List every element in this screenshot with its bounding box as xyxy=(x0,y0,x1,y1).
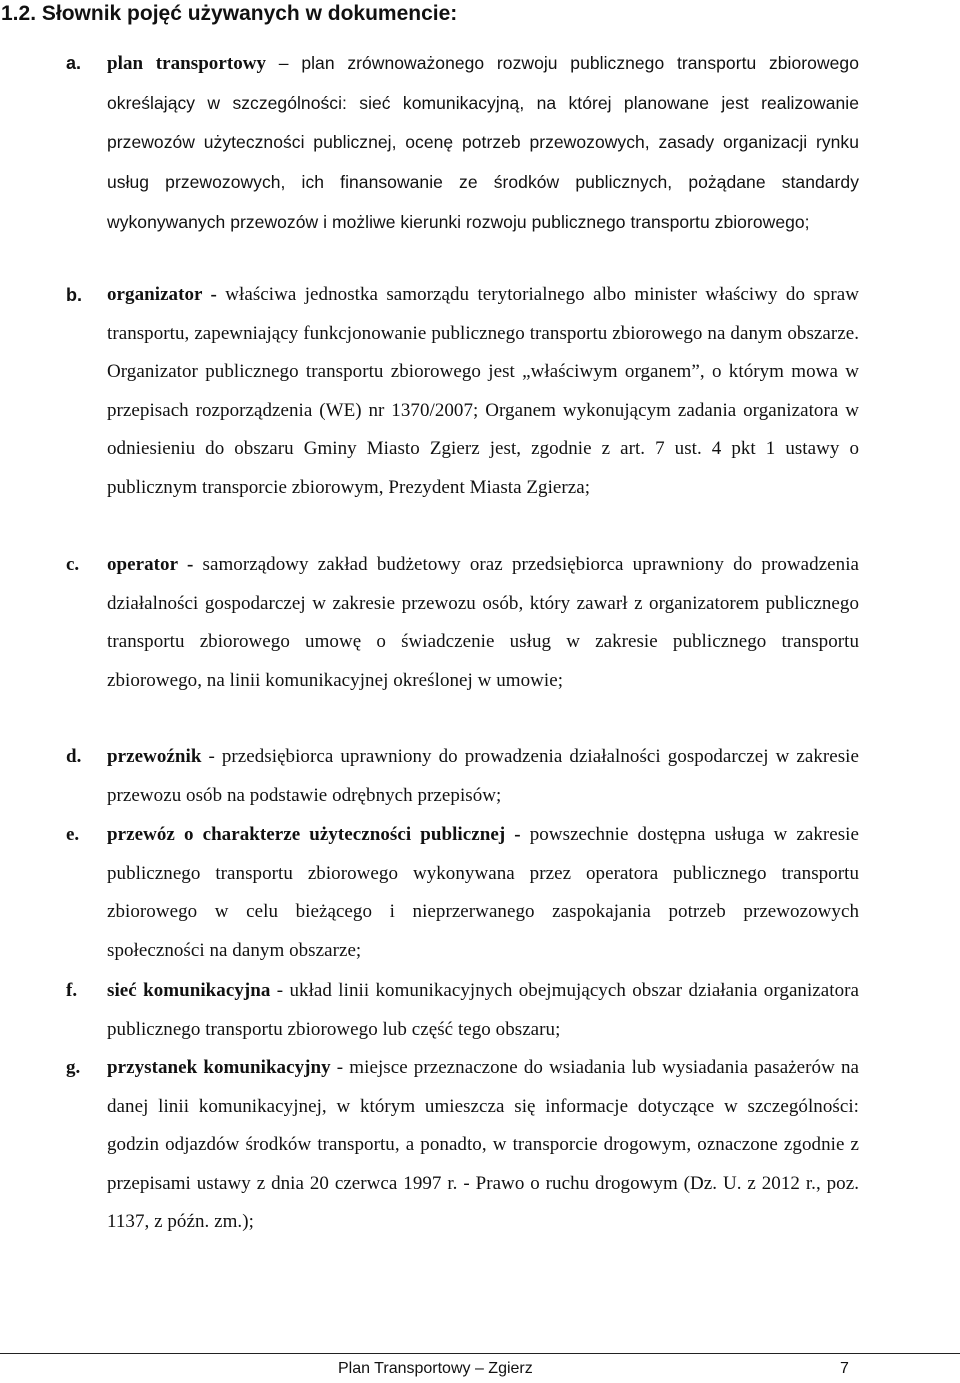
definition-body xyxy=(107,44,859,243)
definition-text: powszechnie dostępna usługa w zakresie publicznego transportu zbiorowego wykonywana przez operatora publicznego transportu zbiorowego w celu bieżącego i nieprzerwanego zaspokajania potrzeb przewozowych społeczności na danym obszarze; xyxy=(107,824,859,961)
definition-term: przystanek komunikacyjny xyxy=(107,1057,331,1078)
item-marker: f. xyxy=(66,980,78,1001)
term-separator: - xyxy=(177,554,203,575)
item-marker: e. xyxy=(66,824,80,845)
definition-text: samorządowy zakład budżetowy oraz przedsiębiorca uprawniony do prowadzenia działalności gospodarczej w zakresie przewozu osób, który zawarł z organizatorem publicznego transportu zbiorowego umowę o świadczenie usług w zakresie publicznego transportu zbiorowego, na linii komunikacyjnej określonej w umowie; xyxy=(107,554,860,691)
definition-term: operator xyxy=(107,554,178,575)
term-separator xyxy=(521,824,530,845)
item-marker: d. xyxy=(66,746,82,767)
footer-divider xyxy=(0,1353,960,1354)
definition-text: właściwa jednostka samorządu terytorialnego albo minister właściwy do spraw transportu, zapewniający funkcjonowanie publicznego transportu zbiorowego na danym obszarze. Organizator publicznego transportu zbiorowego jest „właściwym organem”, o którym mowa w przepisach rozporządzenia (WE) nr 1370/2007; Organem wykonującym zadania organizatora w odniesieniu do obszaru Gminy Miasto Zgierz jest, zgodnie z art. 7 ust. 4 pkt 1 ustawy o publicznym transporcie zbiorowym, Prezydent Miasta Zgierza; xyxy=(107,284,859,498)
item-marker: a. xyxy=(66,53,82,73)
term-separator: - xyxy=(201,746,222,767)
definition-term: plan transportowy xyxy=(107,53,267,74)
item-marker: c. xyxy=(66,554,80,575)
term-separator: - xyxy=(330,1057,350,1078)
definition-body xyxy=(107,816,859,970)
definition-text: plan zrównoważonego rozwoju publicznego transportu zbiorowego określający w szczególności: sieć komunikacyjną, na której planowane jest realizowanie przewozów użyteczności publicznej, ocenę potrzeb przewozowych, zasady organizacji rynku usług przewozowych, ich finansowanie ze środków publicznych, pożądane standardy wykonywanych przewozów i możliwe kierunki rozwoju publicznego transportu zbiorowego; xyxy=(107,53,859,232)
definition-text: układ linii komunikacyjnych obejmujących obszar działania organizatora publicznego transportu zbiorowego lub część tego obszaru; xyxy=(107,980,860,1040)
definition-term: sieć komunikacyjna xyxy=(107,980,271,1001)
definition-term: organizator xyxy=(107,284,203,305)
definition-text: miejsce przeznaczone do wsiadania lub wysiadania pasażerów na danej linii komunikacyjnej, w którym umieszcza się informacje dotyczące w szczególności: godzin odjazdów środków transportu, a ponadto, w transporcie drogowym, oznaczone zgodnie z przepisami ustawy z dnia 20 czerwca 1997 r. - Prawo o ruchu drogowym (Dz. U. z 2012 r., poz. 1137, z późn. zm.); xyxy=(107,1057,859,1232)
term-separator: – xyxy=(266,53,302,73)
definition-body xyxy=(107,546,859,700)
item-marker: g. xyxy=(66,1057,81,1078)
definition-text: przedsiębiorca uprawniony do prowadzenia działalności gospodarczej w zakresie przewozu osób na podstawie odrębnych przepisów; xyxy=(107,746,859,806)
section-heading: 1.2. Słownik pojęć używanych w dokumencie: xyxy=(1,2,458,25)
term-separator: - xyxy=(202,284,226,305)
definition-body xyxy=(107,276,859,507)
term-separator: - xyxy=(270,980,290,1001)
definition-body xyxy=(107,1049,859,1242)
footer-title: Plan Transportowy – Zgierz xyxy=(338,1360,533,1377)
definition-term: przewóz o charakterze użyteczności publicznej - xyxy=(107,824,521,845)
item-marker: b. xyxy=(66,285,82,305)
page-number: 7 xyxy=(840,1360,849,1377)
definition-body xyxy=(107,972,859,1049)
definition-body xyxy=(107,738,859,815)
definition-term: przewoźnik xyxy=(107,746,202,767)
